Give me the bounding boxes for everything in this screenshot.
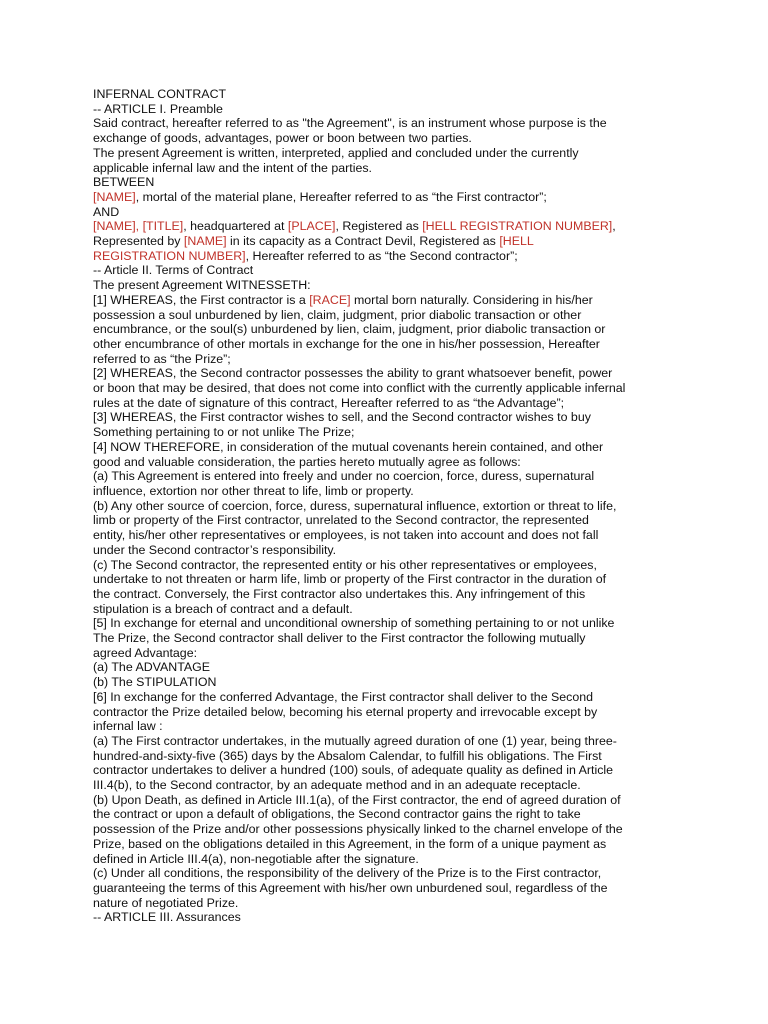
text-run: contractor the Prize detailed below, becoming his eternal property and irrevocable except by bbox=[93, 704, 598, 719]
text-run: stipulation is a breach of contract and a default. bbox=[93, 601, 353, 616]
text-run: encumbrance, or the soul(s) unburdened by lien, claim, judgment, prior diabolic transaction or bbox=[93, 322, 606, 337]
text-line bbox=[93, 352, 688, 367]
text-line bbox=[93, 396, 688, 411]
text-line bbox=[93, 807, 688, 822]
text-run: -- Article II. Terms of Contract bbox=[93, 263, 254, 278]
text-run: influence, extortion nor other threat to life, limb or property. bbox=[93, 483, 414, 498]
text-line bbox=[93, 734, 688, 749]
placeholder-field: [NAME] bbox=[183, 234, 227, 249]
text-line bbox=[93, 308, 688, 323]
text-run: , headquartered at bbox=[183, 219, 288, 234]
text-line bbox=[93, 205, 688, 220]
text-line bbox=[93, 425, 688, 440]
text-run: defined in Article III.4(a), non-negotiable after the signature. bbox=[93, 851, 419, 866]
text-line bbox=[93, 631, 688, 646]
text-run: Prize, based on the obligations detailed in this Agreement, in the form of a unique payment as bbox=[93, 836, 607, 851]
text-run: Said contract, hereafter referred to as "the Agreement", is an instrument whose purpose is the bbox=[93, 116, 607, 131]
text-line bbox=[93, 602, 688, 617]
text-line bbox=[93, 587, 688, 602]
text-line bbox=[93, 87, 688, 102]
text-run: -- ARTICLE I. Preamble bbox=[93, 101, 223, 116]
placeholder-field: [NAME] bbox=[93, 189, 136, 204]
text-run: , mortal of the material plane, Hereafter referred to as “the First contractor”; bbox=[135, 189, 547, 204]
text-line bbox=[93, 219, 688, 234]
text-run: [1] WHEREAS, the First contractor is a bbox=[93, 292, 310, 307]
text-line bbox=[93, 175, 688, 190]
text-run: entity, his/her other representatives or employees, is not taken into account and does not fall bbox=[93, 528, 599, 543]
text-run: contractor undertakes to deliver a hundred (100) souls, of adequate quality as defined in Article bbox=[93, 763, 614, 778]
text-run: INFERNAL CONTRACT bbox=[93, 87, 227, 101]
text-run: (a) The First contractor undertakes, in the mutually agreed duration of one (1) year, being three- bbox=[93, 733, 617, 748]
text-run: Something pertaining to or not unlike The Prize; bbox=[93, 425, 355, 440]
text-run: or boon that may be desired, that does not come into conflict with the currently applicable infernal bbox=[93, 381, 626, 396]
text-line bbox=[93, 763, 688, 778]
text-line bbox=[93, 513, 688, 528]
text-line bbox=[93, 690, 688, 705]
text-line bbox=[93, 852, 688, 867]
text-run: applicable infernal law and the intent of the parties. bbox=[93, 160, 372, 175]
text-line bbox=[93, 572, 688, 587]
text-line bbox=[93, 910, 688, 925]
text-line bbox=[93, 837, 688, 852]
text-line bbox=[93, 660, 688, 675]
text-line bbox=[93, 866, 688, 881]
text-run: good and valuable consideration, the parties hereto mutually agree as follows: bbox=[93, 454, 521, 469]
text-run: guaranteeing the terms of this Agreement with his/her own unburdened soul, regardless of the bbox=[93, 880, 608, 895]
text-line bbox=[93, 293, 688, 308]
text-run: the contract. Conversely, the First contractor also undertakes this. Any infringement of this bbox=[93, 586, 586, 601]
text-run: The present Agreement is written, interpreted, applied and concluded under the currently bbox=[93, 145, 579, 160]
text-run: mortal born naturally. Considering in his/her bbox=[350, 292, 593, 307]
text-run: exchange of goods, advantages, power or boon between two parties. bbox=[93, 131, 472, 146]
text-line bbox=[93, 499, 688, 514]
text-line bbox=[93, 705, 688, 720]
text-line bbox=[93, 381, 688, 396]
text-line bbox=[93, 322, 688, 337]
placeholder-field: [RACE] bbox=[309, 292, 351, 307]
text-line bbox=[93, 675, 688, 690]
text-line bbox=[93, 896, 688, 911]
text-run: hundred-and-sixty-five (365) days by the Absalom Calendar, to fulfill his obligations. The First bbox=[93, 748, 602, 763]
text-line bbox=[93, 543, 688, 558]
text-run: Represented by bbox=[93, 234, 184, 249]
text-run: BETWEEN bbox=[93, 175, 155, 190]
text-line bbox=[93, 778, 688, 793]
text-run: under the Second contractor’s responsibility. bbox=[93, 542, 337, 557]
text-line bbox=[93, 528, 688, 543]
text-run: , Hereafter referred to as “the Second contractor”; bbox=[245, 248, 518, 263]
text-line bbox=[93, 190, 688, 205]
text-run: [6] In exchange for the conferred Advantage, the First contractor shall deliver to the Second bbox=[93, 689, 594, 704]
text-run: undertake to not threaten or harm life, limb or property of the First contractor in the duration of bbox=[93, 572, 607, 587]
text-run: possession a soul unburdened by lien, claim, judgment, prior diabolic transaction or other bbox=[93, 307, 582, 322]
text-run: the contract or upon a default of obligations, the Second contractor gains the right to take bbox=[93, 807, 581, 822]
text-run: -- ARTICLE III. Assurances bbox=[93, 910, 241, 925]
text-run: III.4(b), to the Second contractor, by an adequate method and in an adequate receptacle. bbox=[93, 778, 581, 793]
text-line bbox=[93, 469, 688, 484]
text-run: in its capacity as a Contract Devil, Registered as bbox=[226, 234, 500, 249]
text-line bbox=[93, 278, 688, 293]
text-run: [5] In exchange for eternal and unconditional ownership of something pertaining to or not unlike bbox=[93, 616, 615, 631]
text-run: (c) The Second contractor, the represented entity or his other representatives or employees, bbox=[93, 557, 597, 572]
text-run: (b) Any other source of coercion, force, duress, supernatural influence, extortion or threat to life, bbox=[93, 498, 617, 513]
text-run: [4] NOW THEREFORE, in consideration of the mutual covenants herein contained, and other bbox=[93, 439, 604, 454]
text-run: (c) Under all conditions, the responsibility of the delivery of the Prize is to the First contractor, bbox=[93, 866, 602, 881]
text-line bbox=[93, 116, 688, 131]
text-line bbox=[93, 161, 688, 176]
text-line bbox=[93, 484, 688, 499]
text-line bbox=[93, 455, 688, 470]
text-line bbox=[93, 146, 688, 161]
text-run: rules at the date of signature of this contract, Hereafter referred to as “the Advantage”; bbox=[93, 395, 565, 410]
text-run: infernal law : bbox=[93, 719, 163, 734]
text-run: (a) This Agreement is entered into freely and under no coercion, force, duress, supernatural bbox=[93, 469, 595, 484]
placeholder-field: [PLACE] bbox=[287, 219, 336, 234]
text-line bbox=[93, 131, 688, 146]
text-line bbox=[93, 558, 688, 573]
contract-text bbox=[93, 87, 688, 925]
text-line bbox=[93, 102, 688, 117]
placeholder-field: [NAME], [TITLE] bbox=[93, 219, 184, 234]
text-line bbox=[93, 337, 688, 352]
text-line bbox=[93, 822, 688, 837]
text-line bbox=[93, 616, 688, 631]
text-run: possession of the Prize and/or other possessions physically linked to the charnel envelope of the bbox=[93, 822, 623, 837]
text-line bbox=[93, 263, 688, 278]
text-run: [3] WHEREAS, the First contractor wishes to sell, and the Second contractor wishes to buy bbox=[93, 410, 591, 425]
text-run: [2] WHEREAS, the Second contractor possesses the ability to grant whatsoever benefit, power bbox=[93, 366, 613, 381]
text-run: The Prize, the Second contractor shall deliver to the First contractor the following mutually bbox=[93, 631, 586, 646]
placeholder-field: [HELL REGISTRATION NUMBER] bbox=[422, 219, 613, 234]
text-line bbox=[93, 793, 688, 808]
text-run: , Registered as bbox=[335, 219, 423, 234]
text-line bbox=[93, 749, 688, 764]
text-run: agreed Advantage: bbox=[93, 645, 198, 660]
text-line bbox=[93, 646, 688, 661]
text-run: The present Agreement WITNESSETH: bbox=[93, 278, 311, 293]
text-run: (b) Upon Death, as defined in Article III.1(a), of the First contractor, the end of agreed duration of bbox=[93, 792, 621, 807]
text-run: , bbox=[612, 219, 616, 234]
text-run: (b) The STIPULATION bbox=[93, 675, 217, 690]
text-run: referred to as “the Prize”; bbox=[93, 351, 231, 366]
text-line bbox=[93, 410, 688, 425]
text-run: limb or property of the First contractor, unrelated to the Second contractor, the represented bbox=[93, 513, 589, 528]
text-run: other encumbrance of other mortals in exchange for the one in his/her possession, Hereafter bbox=[93, 336, 600, 351]
text-line bbox=[93, 440, 688, 455]
text-run: nature of negotiated Prize. bbox=[93, 895, 239, 910]
placeholder-field: REGISTRATION NUMBER] bbox=[93, 248, 246, 263]
text-line bbox=[93, 366, 688, 381]
text-run: AND bbox=[93, 204, 120, 219]
text-line bbox=[93, 234, 688, 249]
text-line bbox=[93, 881, 688, 896]
text-line bbox=[93, 719, 688, 734]
text-line bbox=[93, 249, 688, 264]
placeholder-field: [HELL bbox=[499, 234, 534, 249]
text-run: (a) The ADVANTAGE bbox=[93, 660, 211, 675]
